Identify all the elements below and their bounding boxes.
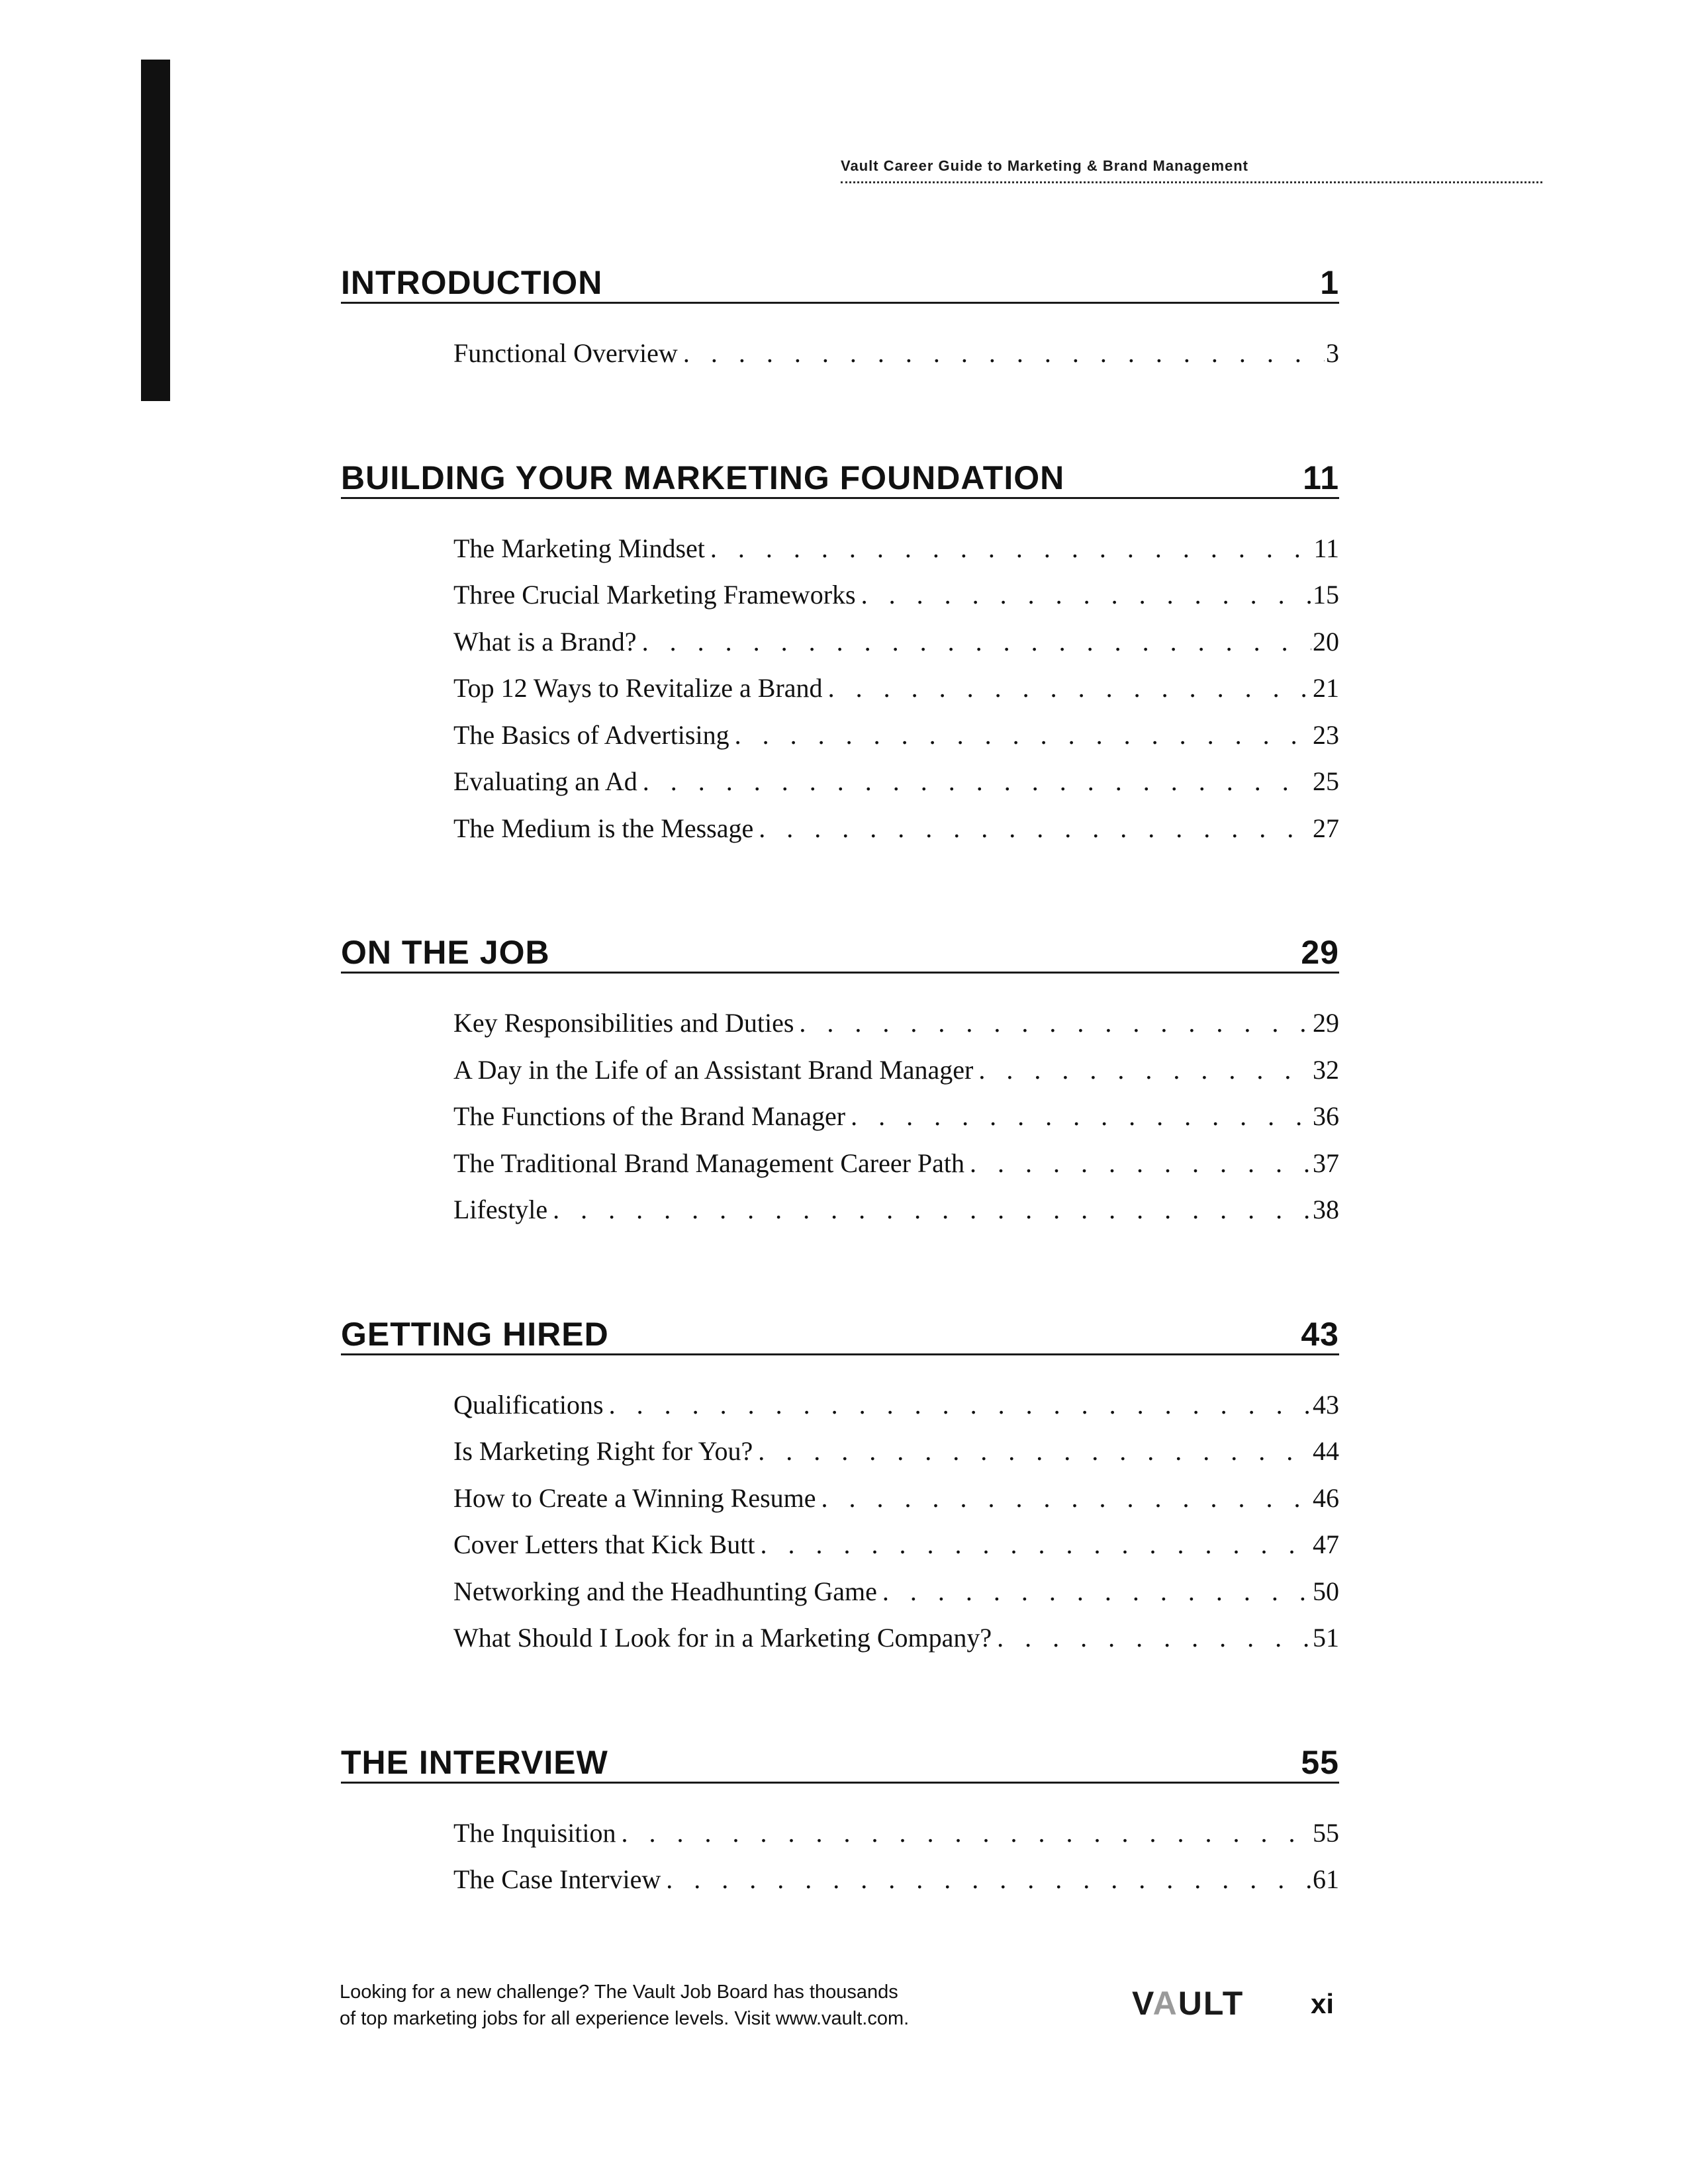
- entry-page: 25: [1313, 766, 1339, 796]
- section-heading[interactable]: [341, 1745, 1339, 1784]
- toc-section-the-interview: [341, 1745, 1339, 1903]
- side-tab-bar: [141, 60, 170, 401]
- toc-entry[interactable]: [453, 330, 1339, 377]
- section-page: 1: [1320, 264, 1339, 301]
- section-heading[interactable]: [341, 265, 1339, 304]
- dot-leader: [861, 572, 1311, 619]
- entry-title: What Should I Look for in a Marketing Company?: [453, 1623, 992, 1653]
- toc-entry[interactable]: [453, 712, 1339, 759]
- entry-page: 36: [1313, 1101, 1339, 1131]
- entry-title: The Inquisition: [453, 1817, 616, 1848]
- entry-list: [341, 1784, 1339, 1903]
- entry-page: 46: [1313, 1482, 1339, 1513]
- toc-entry[interactable]: [453, 1047, 1339, 1094]
- toc-entry[interactable]: [453, 1140, 1339, 1187]
- entry-title: The Case Interview: [453, 1864, 661, 1894]
- entry-title: Networking and the Headhunting Game: [453, 1576, 877, 1606]
- entry-page: 38: [1313, 1195, 1339, 1224]
- dot-leader: [821, 1475, 1311, 1522]
- dot-leader: [882, 1569, 1311, 1615]
- entry-page: 44: [1313, 1436, 1339, 1466]
- logo-letter: V: [1132, 1985, 1153, 2022]
- entry-page: 55: [1313, 1817, 1339, 1848]
- section-page: 43: [1301, 1315, 1339, 1353]
- dot-leader: [758, 1428, 1311, 1475]
- section-heading[interactable]: [341, 934, 1339, 974]
- toc-entry[interactable]: [453, 1569, 1339, 1615]
- entry-page: 51: [1313, 1623, 1339, 1653]
- entry-page: 3: [1326, 338, 1339, 368]
- toc-entry[interactable]: [453, 1856, 1339, 1903]
- entry-page: 50: [1313, 1576, 1339, 1606]
- entry-page: 15: [1313, 580, 1339, 610]
- toc-entry[interactable]: [453, 1000, 1339, 1047]
- entry-title: The Medium is the Message: [453, 813, 754, 843]
- toc-entry[interactable]: [453, 665, 1339, 712]
- entry-page: 27: [1313, 813, 1339, 843]
- entry-page: 20: [1313, 626, 1339, 657]
- section-title: BUILDING YOUR MARKETING FOUNDATION: [341, 459, 1065, 496]
- toc-section-introduction: [341, 265, 1339, 377]
- section-title: INTRODUCTION: [341, 264, 603, 301]
- dot-leader: [978, 1047, 1311, 1094]
- section-heading[interactable]: [341, 1316, 1339, 1355]
- toc-entry[interactable]: [453, 1810, 1339, 1857]
- entry-page: 23: [1313, 719, 1339, 750]
- entry-page: 11: [1313, 533, 1339, 563]
- dot-leader: [553, 1187, 1311, 1234]
- footer-line: of top marketing jobs for all experience levels. Visit www.vault.com.: [340, 2008, 910, 2029]
- entry-title: Key Responsibilities and Duties: [453, 1008, 794, 1038]
- dot-leader: [642, 619, 1311, 666]
- entry-title: Is Marketing Right for You?: [453, 1436, 753, 1466]
- logo-a-mark: A: [1152, 1985, 1178, 2022]
- toc-section-getting-hired: [341, 1316, 1339, 1662]
- entry-title: How to Create a Winning Resume: [453, 1482, 816, 1513]
- entry-page: 37: [1313, 1148, 1339, 1178]
- entry-title: Lifestyle: [453, 1195, 548, 1224]
- toc-entry[interactable]: [453, 525, 1339, 572]
- toc-entry[interactable]: [453, 1382, 1339, 1429]
- toc-entry[interactable]: [453, 805, 1339, 852]
- entry-title: Qualifications: [453, 1389, 604, 1420]
- footer-promo-text: [340, 1979, 1002, 2032]
- dot-leader: [828, 665, 1311, 712]
- section-title: GETTING HIRED: [341, 1315, 609, 1353]
- dot-leader: [710, 525, 1313, 572]
- entry-page: 61: [1313, 1864, 1339, 1894]
- running-header: Vault Career Guide to Marketing & Brand Management: [841, 158, 1249, 174]
- section-title: THE INTERVIEW: [341, 1743, 608, 1781]
- dot-leader: [760, 1522, 1311, 1569]
- entry-list: [341, 304, 1339, 377]
- toc-entry[interactable]: [453, 1187, 1339, 1234]
- dot-leader: [643, 758, 1311, 805]
- entry-title: The Traditional Brand Management Career Path: [453, 1148, 965, 1178]
- entry-title: The Functions of the Brand Manager: [453, 1101, 846, 1131]
- entry-page: 29: [1313, 1008, 1339, 1038]
- dot-leader: [997, 1615, 1311, 1662]
- entry-title: The Marketing Mindset: [453, 533, 705, 563]
- toc-entry[interactable]: [453, 1093, 1339, 1140]
- dot-leader: [735, 712, 1311, 759]
- toc-entry[interactable]: [453, 1475, 1339, 1522]
- toc-entry[interactable]: [453, 1615, 1339, 1662]
- entry-title: Top 12 Ways to Revitalize a Brand: [453, 673, 823, 703]
- entry-list: [341, 1355, 1339, 1662]
- entry-title: The Basics of Advertising: [453, 719, 729, 750]
- dot-leader: [622, 1810, 1311, 1857]
- section-page: 29: [1301, 934, 1339, 971]
- toc-entry[interactable]: [453, 619, 1339, 666]
- vault-logo[interactable]: [1132, 1984, 1244, 2023]
- entry-title: Cover Letters that Kick Butt: [453, 1529, 755, 1559]
- entry-title: Functional Overview: [453, 338, 678, 368]
- entry-list: [341, 974, 1339, 1234]
- entry-title: Evaluating an Ad: [453, 766, 637, 796]
- section-page: 55: [1301, 1743, 1339, 1781]
- toc-entry[interactable]: [453, 1428, 1339, 1475]
- header-dotted-rule: [841, 181, 1542, 183]
- entry-title: Three Crucial Marketing Frameworks: [453, 580, 856, 610]
- dot-leader: [799, 1000, 1311, 1047]
- dot-leader: [851, 1093, 1311, 1140]
- toc-entry[interactable]: [453, 572, 1339, 619]
- dot-leader: [759, 805, 1311, 852]
- dot-leader: [666, 1856, 1311, 1903]
- section-title: ON THE JOB: [341, 934, 550, 971]
- footer-line: Looking for a new challenge? The Vault Job Board has thousands: [340, 1981, 898, 2003]
- entry-page: 32: [1313, 1054, 1339, 1085]
- table-of-contents: [341, 265, 1339, 1903]
- page-number: xi: [1311, 1988, 1335, 2019]
- logo-letters: ULT: [1178, 1985, 1244, 2022]
- toc-entry[interactable]: [453, 758, 1339, 805]
- entry-page: 47: [1313, 1529, 1339, 1559]
- section-page: 11: [1303, 459, 1339, 496]
- entry-title: A Day in the Life of an Assistant Brand Manager: [453, 1054, 974, 1085]
- toc-section-building-foundation: [341, 460, 1339, 852]
- entry-page: 21: [1313, 673, 1339, 703]
- entry-page: 43: [1313, 1389, 1339, 1420]
- entry-list: [341, 499, 1339, 852]
- dot-leader: [970, 1140, 1311, 1187]
- entry-title: What is a Brand?: [453, 626, 637, 657]
- dot-leader: [683, 330, 1325, 377]
- toc-section-on-the-job: [341, 934, 1339, 1234]
- section-heading[interactable]: [341, 460, 1339, 499]
- toc-entry[interactable]: [453, 1522, 1339, 1569]
- dot-leader: [609, 1382, 1311, 1429]
